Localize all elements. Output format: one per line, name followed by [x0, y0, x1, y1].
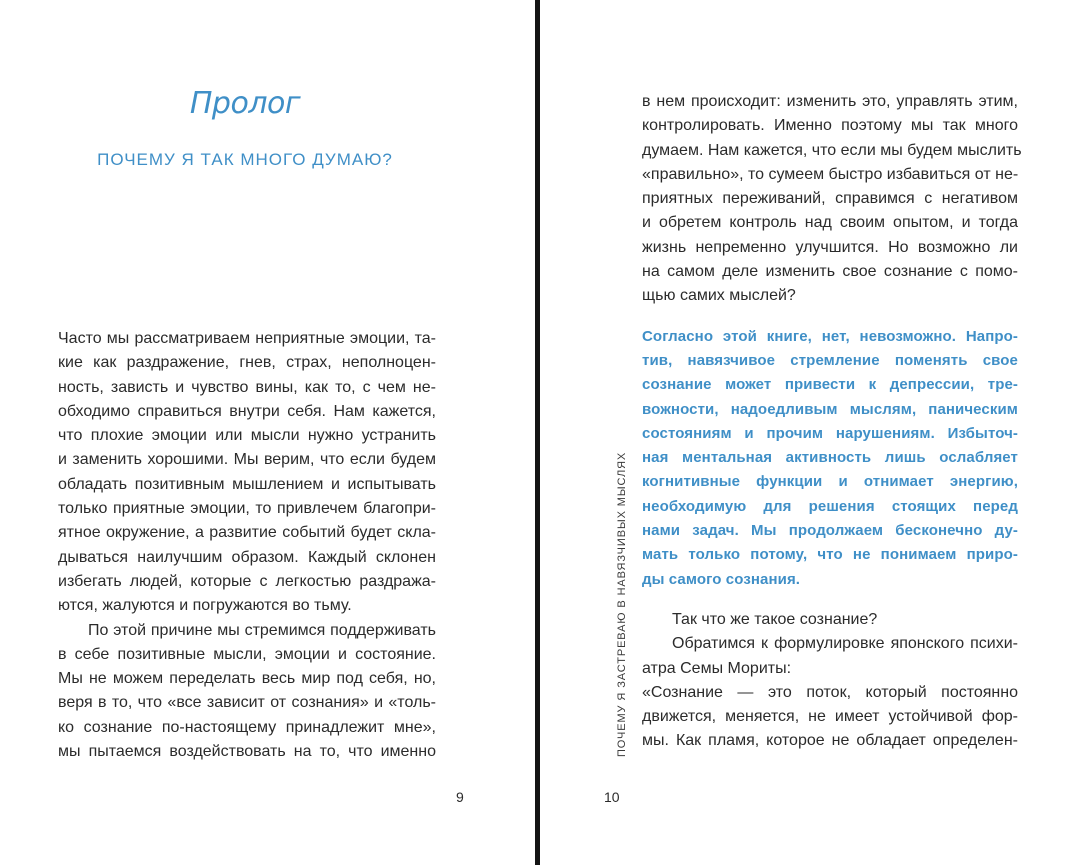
right-body-text	[642, 90, 1022, 754]
paragraph-gap	[642, 592, 1018, 608]
text-line: приятных переживаний, справимся с негативом	[642, 190, 1018, 208]
paragraph	[642, 681, 1018, 754]
highlighted-paragraph	[642, 325, 1018, 592]
text-line: «правильно», то сумеем быстро избавиться от не-	[642, 165, 1019, 183]
highlight-line: нами задач. Мы продолжаем бесконечно ду-	[642, 522, 1018, 540]
text-line: атра Семы Мориты:	[642, 659, 792, 677]
chapter-title: Пролог	[189, 86, 301, 121]
text-line: дываться наилучшим образом. Каждый склонен	[58, 548, 436, 566]
highlight-line: тив, навязчивое стремление поменять свое	[642, 351, 1018, 369]
text-line: в нем происходит: изменить это, управлять этим,	[642, 93, 1018, 110]
highlight-line: вожности, надоедливым мыслям, паническим	[642, 400, 1018, 418]
text-line: контролировать. Именно поэтому мы так много	[642, 117, 1018, 135]
highlight-line: мать только потому, что не понимаем приро-	[642, 546, 1018, 564]
running-head: ПОЧЕМУ Я ЗАСТРЕВАЮ В НАВЯЗЧИВЫХ МЫСЛЯХ	[616, 451, 628, 757]
right-page	[540, 0, 1075, 865]
text-line: движется, меняется, не имеет устойчивой фор-	[642, 708, 1018, 726]
text-line: ются, жалуются и погружаются во тьму.	[58, 597, 352, 615]
text-line: ко сознание по-настоящему принадлежит мне»,	[58, 718, 436, 736]
text-line: и заменить хорошими. Мы верим, что если будем	[58, 451, 436, 469]
page-number: 9	[456, 789, 464, 805]
text-line: думаем. Нам кажется, что если мы будем мыслить	[642, 141, 1022, 159]
text-line: обходимо справиться внутри себя. Нам кажется,	[58, 402, 436, 420]
text-line: Обратимся к формулировке японского психи-	[672, 635, 1018, 653]
text-line: в себе позитивные мысли, эмоции и состояние.	[58, 645, 436, 663]
paragraph-gap	[642, 309, 1018, 325]
text-line: Часто мы рассматриваем неприятные эмоции, та-	[58, 330, 436, 347]
highlight-line: ды самого сознания.	[642, 570, 801, 588]
text-line: ность, зависть и чувство вины, как то, с чем не-	[58, 378, 436, 396]
text-line: веря в то, что «все зависит от сознания» и «толь-	[58, 694, 436, 712]
text-line: что плохие эмоции или мысли нужно устранить	[58, 427, 436, 445]
text-line: Так что же такое сознание?	[672, 610, 878, 628]
text-line: щью самих мыслей?	[642, 287, 796, 305]
text-line: и обретем контроль над своим опытом, и тогда	[642, 214, 1018, 232]
text-line: «Сознание — это поток, который постоянно	[642, 683, 1018, 701]
text-line: ятное окружение, а развитие событий будет скла-	[58, 524, 436, 542]
left-body-text	[58, 327, 436, 764]
left-page	[0, 0, 535, 865]
page-number: 10	[604, 789, 620, 805]
text-line: избегать людей, которые с легкостью раздража-	[58, 572, 436, 590]
highlight-line: состояниям и прочим нарушениям. Избыточ-	[642, 424, 1018, 442]
text-line: мы. Как пламя, которое не обладает определен-	[642, 732, 1018, 750]
paragraph	[642, 90, 1022, 309]
paragraph	[642, 632, 1018, 681]
text-line: жизнь непременно улучшится. Но возможно ли	[642, 238, 1018, 256]
highlight-line: ная ментальная активность лишь ослабляет	[642, 449, 1018, 467]
highlight-line: когнитивные функции и отнимает энергию,	[642, 473, 1018, 491]
highlight-line: Согласно этой книге, нет, невозможно. Напро-	[642, 327, 1018, 345]
text-line: на самом деле изменить свое сознание с помо-	[642, 263, 1018, 281]
text-line: только приятные эмоции, то привлечем благопри-	[58, 500, 436, 518]
text-line: обладать позитивным мышлением и испытывать	[58, 475, 436, 493]
text-line: Мы не можем переделать весь мир под себя, но,	[58, 670, 436, 688]
text-line: кие как раздражение, гнев, страх, неполноцен-	[58, 354, 436, 372]
highlight-line: необходимую для решения стоящих перед	[642, 497, 1018, 515]
chapter-subtitle: ПОЧЕМУ Я ТАК МНОГО ДУМАЮ?	[97, 150, 393, 169]
paragraph	[642, 608, 1018, 632]
paragraph	[58, 619, 436, 765]
highlight-line: сознание может привести к депрессии, тре-	[642, 376, 1018, 394]
paragraph	[58, 327, 436, 619]
text-line: мы пытаемся воздействовать на то, что именно	[58, 743, 436, 761]
text-line: По этой причине мы стремимся поддерживать	[88, 621, 436, 639]
